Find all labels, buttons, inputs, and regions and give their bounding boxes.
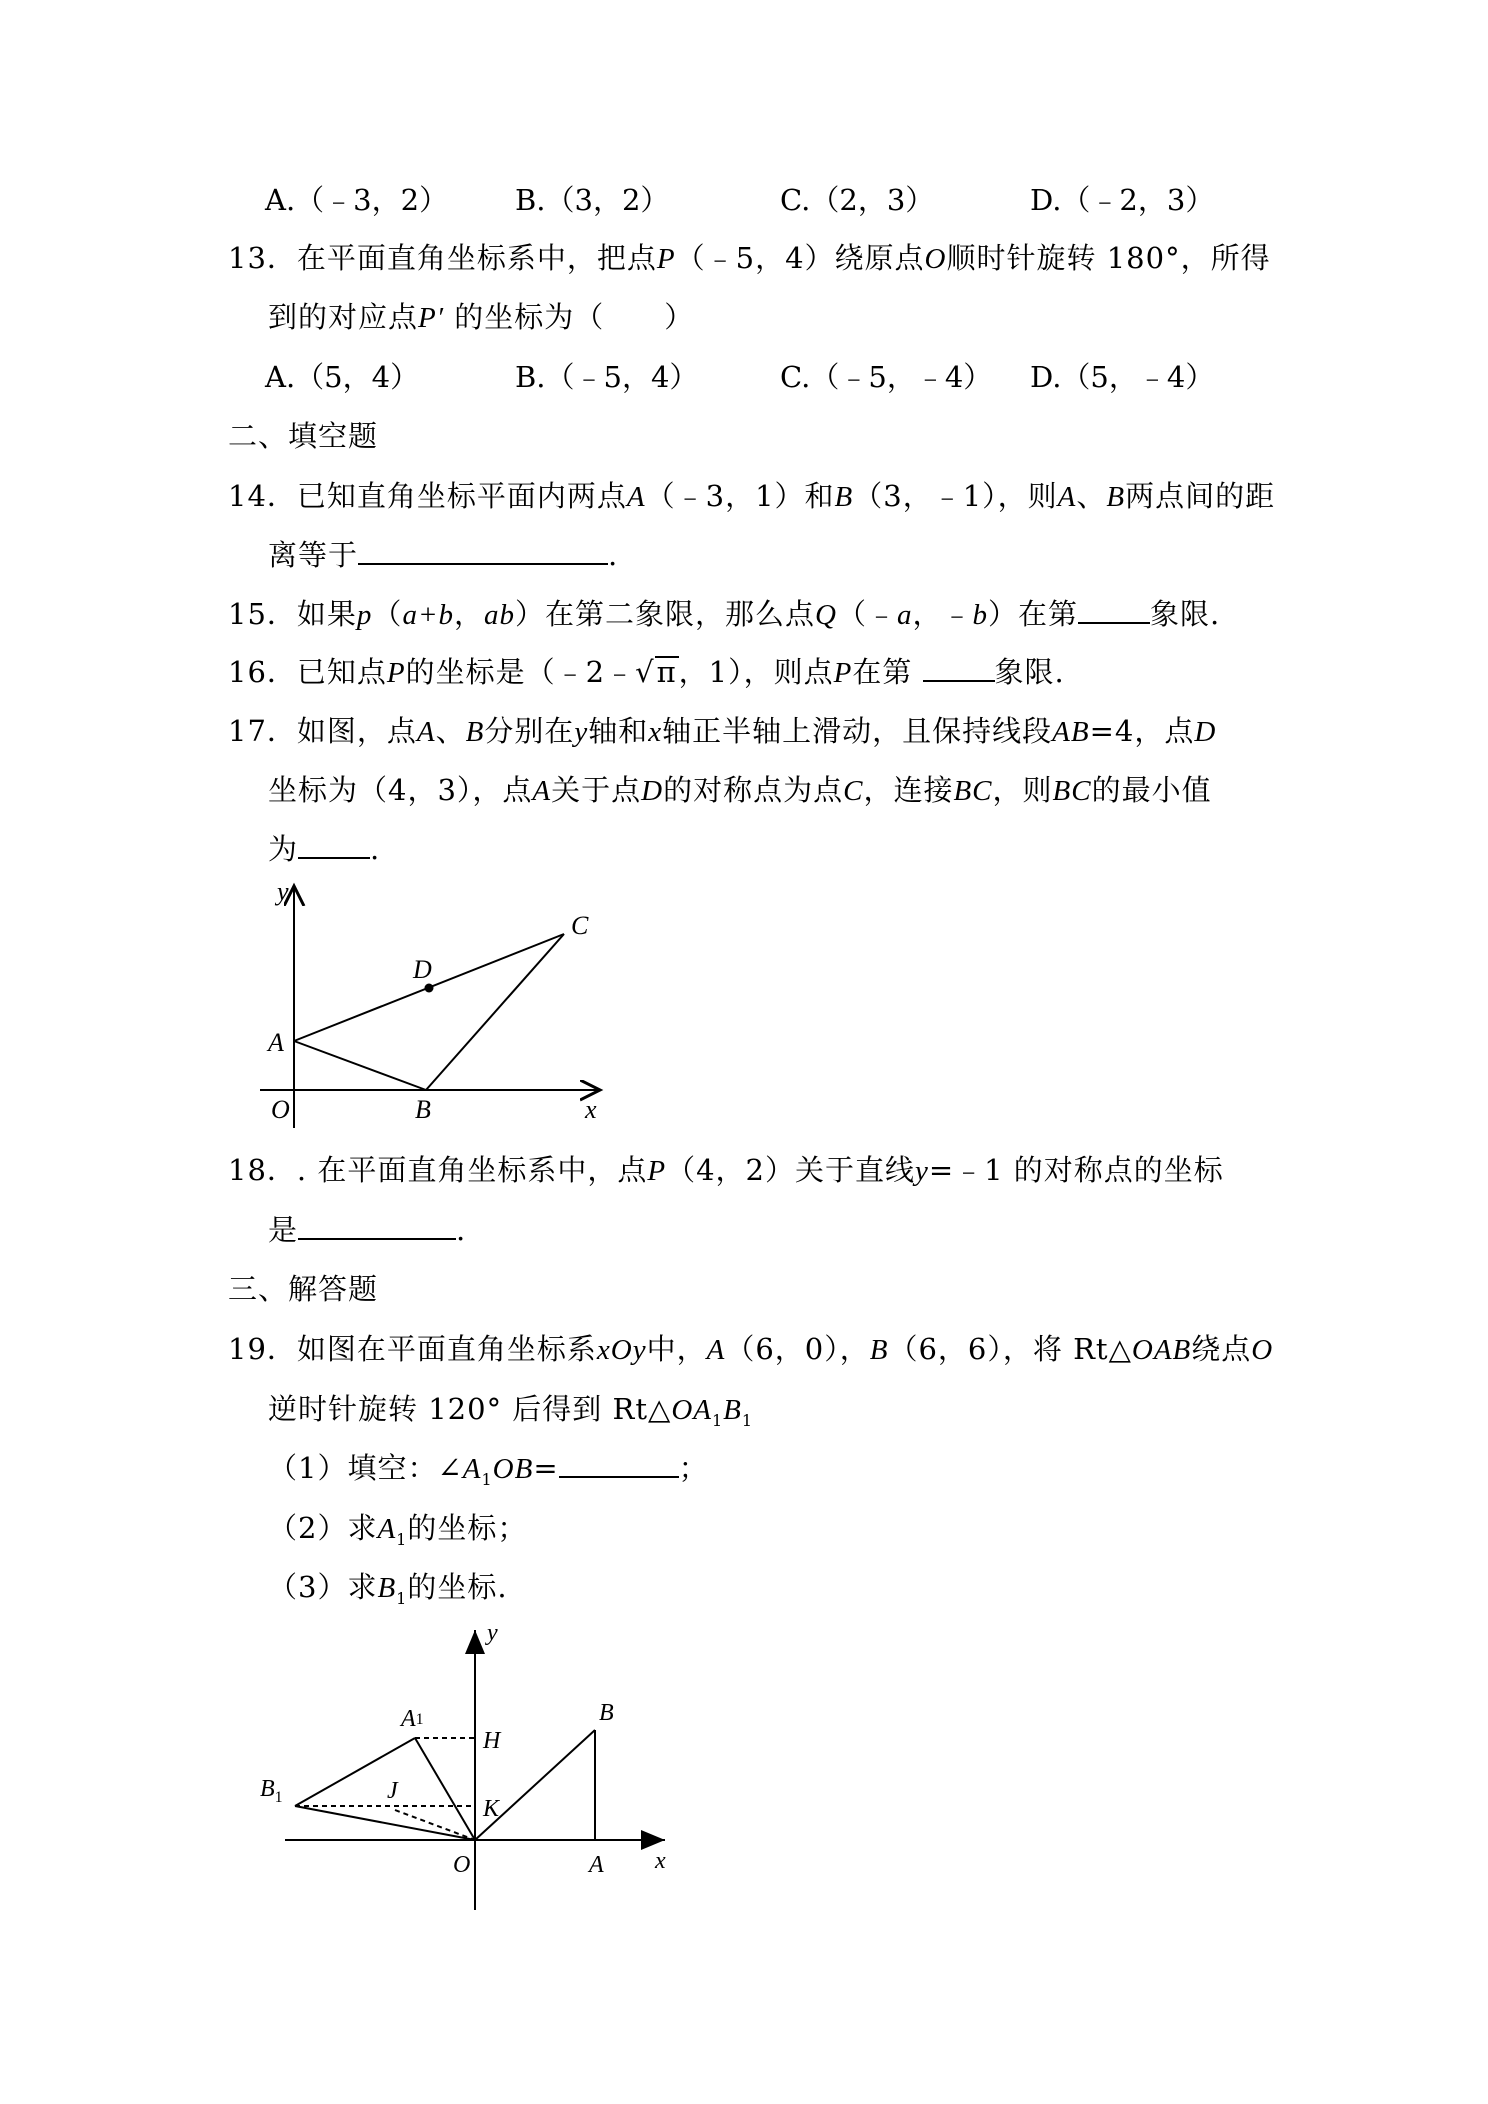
q17-line-3: 为 . — [268, 832, 381, 866]
label-A: A — [589, 1852, 604, 1878]
label-O: O — [453, 1852, 471, 1878]
label-y: y — [277, 878, 289, 906]
q14-answer-blank[interactable] — [358, 537, 608, 565]
q12-option-d: D.（﹣2，3） — [1030, 183, 1215, 217]
label-K: K — [483, 1796, 500, 1822]
q19-part-2: （2）求$A_1$的坐标； — [268, 1511, 528, 1549]
label-x: x — [655, 1848, 666, 1874]
q13-option-a: A.（5，4） — [265, 360, 420, 394]
q12-option-b: B.（3，2） — [515, 183, 670, 217]
q18-line-1: 18．. 在平面直角坐标系中，点P（4，2）关于直线y=﹣1 的对称点的坐标 — [228, 1153, 1224, 1187]
sqrt-symbol: √ — [635, 655, 655, 689]
section-heading-fill-in: 二、填空题 — [228, 419, 379, 453]
q17-line-2: 坐标为（4，3），点A关于点D的对称点为点C，连接BC，则BC的最小值 — [268, 773, 1212, 807]
q19-figure — [255, 1620, 685, 1920]
q17-figure — [255, 878, 615, 1128]
label-A: A — [268, 1028, 284, 1057]
q15-line: 15．如果p（a+b，ab）在第二象限，那么点Q（﹣a，﹣b）在第 象限. — [228, 597, 1221, 631]
q14-line-1: 14．已知直角坐标平面内两点A（﹣3，1）和B（3，﹣1），则A、B两点间的距 — [228, 479, 1276, 513]
segment-AB — [294, 1041, 426, 1090]
q12-option-c: C.（2，3） — [780, 183, 935, 217]
q14-line-2: 离等于 . — [268, 538, 619, 572]
segment-BC — [426, 934, 564, 1090]
label-B: B — [599, 1700, 614, 1726]
label-A1: A1 — [401, 1706, 424, 1732]
label-x: x — [585, 1095, 597, 1124]
label-D: D — [413, 955, 432, 984]
q13-option-d: D.（5，﹣4） — [1030, 360, 1215, 394]
q18-line-2: 是 . — [268, 1213, 467, 1247]
label-C: C — [571, 911, 589, 940]
q19-line-1: 19．如图在平面直角坐标系xOy中，A（6，0），B（6，6），将 Rt△OAB绕点O — [228, 1332, 1274, 1366]
point-D — [425, 984, 434, 993]
q18-answer-blank[interactable] — [298, 1212, 456, 1240]
label-J: J — [387, 1778, 398, 1804]
q13-option-b: B.（﹣5，4） — [515, 360, 699, 394]
label-O: O — [271, 1095, 290, 1124]
q13-option-c: C.（﹣5，﹣4） — [780, 360, 993, 394]
q12-option-a: A.（﹣3，2） — [265, 183, 449, 217]
q19-part-1: （1）填空：$\angle A_1OB=$ ； — [268, 1451, 709, 1489]
q13-line-2: 到的对应点P′ 的坐标为（ ） — [268, 300, 695, 334]
q19-line-2: 逆时针旋转 120° 后得到 $Rt\triangle OA_1B_1$ — [268, 1392, 754, 1430]
section-heading-solve: 三、解答题 — [228, 1272, 379, 1306]
label-B: B — [415, 1095, 431, 1124]
q16-answer-blank[interactable] — [923, 654, 995, 682]
q16-line: 16．已知点P的坐标是（﹣2﹣√π，1），则点P在第 象限. — [228, 655, 1065, 689]
q13-line-1: 13．在平面直角坐标系中，把点P（﹣5，4）绕原点O顺时针旋转 180°，所得 — [228, 241, 1271, 275]
q19-answer-blank[interactable] — [559, 1450, 679, 1478]
q15-answer-blank[interactable] — [1078, 596, 1150, 624]
label-H: H — [483, 1728, 501, 1754]
dashed-JO — [395, 1810, 475, 1840]
q19-part-3: （3）求$B_1$的坐标. — [268, 1570, 508, 1608]
segment-OA1 — [415, 1738, 475, 1840]
label-B1: $B_1$ — [260, 1776, 283, 1806]
q17-line-1: 17．如图，点A、B分别在y轴和x轴正半轴上滑动，且保持线段AB=4，点D — [228, 714, 1217, 748]
label-y: y — [487, 1620, 498, 1646]
q17-answer-blank[interactable] — [298, 831, 370, 859]
segment-OB1 — [295, 1806, 475, 1840]
